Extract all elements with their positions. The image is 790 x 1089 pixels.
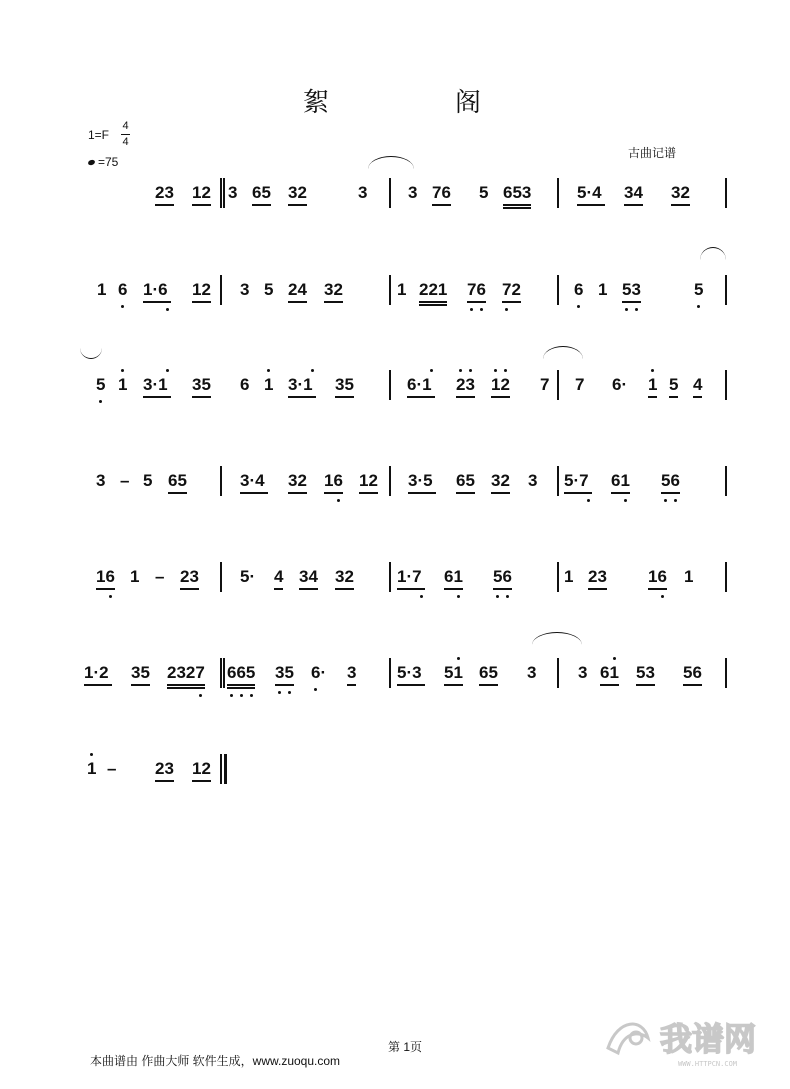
underline xyxy=(683,684,702,686)
note-group: 12 xyxy=(192,759,211,778)
underline xyxy=(408,492,436,494)
octave-dot xyxy=(230,694,233,697)
underline xyxy=(143,396,171,398)
octave-dot xyxy=(337,499,340,502)
note-group: 1·2 xyxy=(84,663,109,682)
underline xyxy=(359,492,378,494)
note-group: 1 xyxy=(598,280,608,299)
octave-dot xyxy=(457,595,460,598)
underline xyxy=(611,492,630,494)
watermark-text: 我谱网 xyxy=(660,1020,757,1058)
note-group: 1 xyxy=(87,759,97,778)
note-group: 6· xyxy=(612,375,628,394)
note-group: 35 xyxy=(335,375,354,394)
bar-line xyxy=(389,562,391,592)
bar-line xyxy=(725,658,727,688)
octave-dot xyxy=(469,369,472,372)
note-group: 32 xyxy=(671,183,690,202)
note-group: 3 xyxy=(358,183,368,202)
underline xyxy=(419,301,447,303)
underline xyxy=(636,684,655,686)
underline xyxy=(324,301,343,303)
underline xyxy=(347,684,356,686)
bar-line xyxy=(725,562,727,592)
note-group: 3 xyxy=(240,280,250,299)
underline xyxy=(288,204,307,206)
underline xyxy=(491,396,510,398)
notation-row xyxy=(0,564,790,604)
underline xyxy=(397,588,425,590)
notation-row xyxy=(0,277,790,317)
octave-dot xyxy=(496,595,499,598)
underline xyxy=(274,588,283,590)
note-group: 1 xyxy=(397,280,407,299)
underline xyxy=(180,588,199,590)
underline xyxy=(669,396,678,398)
octave-dot xyxy=(109,595,112,598)
note-group: 3 xyxy=(528,471,538,490)
octave-dot xyxy=(121,305,124,308)
slur-mark xyxy=(80,348,102,359)
note-group: 53 xyxy=(636,663,655,682)
note-group: 1 xyxy=(684,567,694,586)
note-group: 34 xyxy=(624,183,643,202)
underline xyxy=(503,204,531,206)
note-group: 4 xyxy=(693,375,703,394)
note-group: 23 xyxy=(155,759,174,778)
tempo-marking xyxy=(88,155,118,169)
underline xyxy=(693,396,702,398)
note-group: 32 xyxy=(491,471,510,490)
octave-dot xyxy=(267,369,270,372)
note-group: 32 xyxy=(335,567,354,586)
underline xyxy=(288,492,307,494)
octave-dot xyxy=(494,369,497,372)
note-group: 5 xyxy=(264,280,274,299)
page-number: 第 1页 xyxy=(388,1040,423,1054)
underline xyxy=(671,204,690,206)
octave-dot xyxy=(624,499,627,502)
note-group: 72 xyxy=(502,280,521,299)
note-group: 5·3 xyxy=(397,663,422,682)
note-group: 12 xyxy=(359,471,378,490)
underline xyxy=(407,396,435,398)
time-signature xyxy=(121,120,130,149)
note-group: 3 xyxy=(578,663,588,682)
note-group: 7 xyxy=(575,375,585,394)
note-group: 65 xyxy=(252,183,271,202)
note-group: 4 xyxy=(274,567,284,586)
bar-line xyxy=(557,466,559,496)
octave-dot xyxy=(278,691,281,694)
underline xyxy=(275,684,294,686)
bar-line xyxy=(389,178,391,208)
note-group: 56 xyxy=(661,471,680,490)
underline xyxy=(167,684,205,686)
note-group: 65 xyxy=(456,471,475,490)
note-group: – xyxy=(155,567,165,586)
slur-mark xyxy=(700,247,726,260)
underline xyxy=(155,780,174,782)
time-signature-top: 4 xyxy=(122,120,129,132)
note-group: 3·5 xyxy=(408,471,433,490)
notation-row xyxy=(0,372,790,412)
note-group: 76 xyxy=(432,183,451,202)
octave-dot xyxy=(470,308,473,311)
bar-line xyxy=(389,658,391,688)
octave-dot xyxy=(697,305,700,308)
note-group: – xyxy=(120,471,130,490)
bar-line xyxy=(725,466,727,496)
note-group: 3 xyxy=(527,663,537,682)
note-group: 56 xyxy=(493,567,512,586)
note-group: 5 xyxy=(143,471,153,490)
note-group: 35 xyxy=(131,663,150,682)
bar-line xyxy=(725,275,727,305)
underline xyxy=(648,396,657,398)
bar-line xyxy=(220,178,222,208)
octave-dot xyxy=(651,369,654,372)
underline xyxy=(192,204,211,206)
time-signature-line xyxy=(121,134,130,135)
note-group: 5·4 xyxy=(577,183,602,202)
note-group: 665 xyxy=(227,663,256,682)
note-group: 32 xyxy=(324,280,343,299)
key-signature: 1=F xyxy=(88,128,110,142)
notation-row xyxy=(0,180,790,220)
notation-row xyxy=(0,468,790,508)
bar-line xyxy=(557,178,559,208)
note-group: 16 xyxy=(324,471,343,490)
bar-line xyxy=(223,658,225,688)
notation-row xyxy=(0,660,790,700)
time-signature-bottom: 4 xyxy=(122,136,129,148)
underline xyxy=(467,301,486,303)
underline xyxy=(600,684,619,686)
note-group: 12 xyxy=(192,183,211,202)
underline xyxy=(419,304,447,306)
note-group: 5·7 xyxy=(564,471,589,490)
note-group: 16 xyxy=(648,567,667,586)
octave-dot xyxy=(613,657,616,660)
footer-credit: 本曲谱由 作曲大师 软件生成，www.zuoqu.com xyxy=(90,1054,341,1068)
bar-line xyxy=(389,275,391,305)
underline xyxy=(564,492,592,494)
octave-dot xyxy=(166,369,169,372)
note-group: 6·1 xyxy=(407,375,432,394)
note-group: 5· xyxy=(240,567,256,586)
note-group: 1 xyxy=(564,567,574,586)
note-group: 6· xyxy=(311,663,327,682)
bar-line xyxy=(224,754,227,784)
note-group: 1 xyxy=(118,375,128,394)
note-group: 1 xyxy=(648,375,658,394)
bar-line xyxy=(223,178,225,208)
underline xyxy=(131,684,150,686)
underline xyxy=(577,204,605,206)
bar-line xyxy=(557,658,559,688)
underline xyxy=(192,301,211,303)
underline xyxy=(252,204,271,206)
note-group: 56 xyxy=(683,663,702,682)
octave-dot xyxy=(664,499,667,502)
octave-dot xyxy=(459,369,462,372)
octave-dot xyxy=(420,595,423,598)
note-group: 23 xyxy=(588,567,607,586)
note-group: 3 xyxy=(96,471,106,490)
note-group: – xyxy=(107,759,117,778)
underline xyxy=(155,204,174,206)
note-group: 6 xyxy=(240,375,250,394)
watermark-logo xyxy=(598,1008,770,1070)
note-group: 2327 xyxy=(167,663,205,682)
underline xyxy=(479,684,498,686)
underline xyxy=(143,301,171,303)
underline xyxy=(503,207,531,209)
note-group: 32 xyxy=(288,471,307,490)
octave-dot xyxy=(505,308,508,311)
underline xyxy=(648,588,667,590)
octave-dot xyxy=(625,308,628,311)
octave-dot xyxy=(480,308,483,311)
note-group: 61 xyxy=(444,567,463,586)
svg-text:WWW.HTTPCN.COM: WWW.HTTPCN.COM xyxy=(678,1060,738,1068)
note-group: 35 xyxy=(275,663,294,682)
note-group: 32 xyxy=(288,183,307,202)
underline xyxy=(622,301,641,303)
note-group: 3·1 xyxy=(288,375,313,394)
octave-dot xyxy=(288,691,291,694)
underline xyxy=(192,780,211,782)
tempo-value: =75 xyxy=(98,155,119,169)
underline xyxy=(192,396,211,398)
octave-dot xyxy=(166,308,169,311)
note-group: 3 xyxy=(228,183,238,202)
underline xyxy=(240,492,268,494)
note-group: 1·6 xyxy=(143,280,168,299)
underline xyxy=(432,204,451,206)
octave-dot xyxy=(240,694,243,697)
underline xyxy=(288,301,307,303)
title-char-2: 阁 xyxy=(455,88,484,118)
underline xyxy=(168,492,187,494)
note-group: 7 xyxy=(540,375,550,394)
note-group: 65 xyxy=(479,663,498,682)
note-group: 6 xyxy=(574,280,584,299)
octave-dot xyxy=(504,369,507,372)
bar-line xyxy=(220,466,222,496)
note-group: 12 xyxy=(491,375,510,394)
half-note-icon xyxy=(87,159,95,166)
octave-dot xyxy=(430,369,433,372)
note-group: 1·7 xyxy=(397,567,422,586)
underline xyxy=(444,588,463,590)
octave-dot xyxy=(99,400,102,403)
underline xyxy=(456,492,475,494)
underline xyxy=(335,396,354,398)
notation-row xyxy=(0,756,790,796)
slur-mark xyxy=(532,632,582,645)
composer-note: 古曲记谱 xyxy=(628,146,677,160)
note-group: 1 xyxy=(264,375,274,394)
note-group: 24 xyxy=(288,280,307,299)
octave-dot xyxy=(661,595,664,598)
octave-dot xyxy=(90,753,93,756)
bar-line xyxy=(725,370,727,400)
underline xyxy=(288,396,316,398)
underline xyxy=(96,588,115,590)
underline xyxy=(493,588,512,590)
note-group: 12 xyxy=(192,280,211,299)
underline xyxy=(456,396,475,398)
note-group: 35 xyxy=(192,375,211,394)
note-group: 5 xyxy=(479,183,489,202)
slur-mark xyxy=(368,156,414,169)
note-group: 653 xyxy=(503,183,532,202)
octave-dot xyxy=(121,369,124,372)
octave-dot xyxy=(674,499,677,502)
note-group: 23 xyxy=(155,183,174,202)
octave-dot xyxy=(314,688,317,691)
bar-line xyxy=(557,370,559,400)
note-group: 5 xyxy=(96,375,106,394)
underline xyxy=(167,687,205,689)
note-group: 5 xyxy=(669,375,679,394)
underline xyxy=(227,684,255,686)
underline xyxy=(444,684,463,686)
title-char-1: 絮 xyxy=(303,88,332,118)
note-group: 51 xyxy=(444,663,463,682)
note-group: 61 xyxy=(611,471,630,490)
note-group: 34 xyxy=(299,567,318,586)
octave-dot xyxy=(577,305,580,308)
note-group: 6 xyxy=(118,280,128,299)
note-group: 3 xyxy=(347,663,357,682)
bar-line xyxy=(725,178,727,208)
bar-line xyxy=(220,275,222,305)
octave-dot xyxy=(635,308,638,311)
note-group: 53 xyxy=(622,280,641,299)
note-group: 16 xyxy=(96,567,115,586)
bar-line xyxy=(557,562,559,592)
note-group: 76 xyxy=(467,280,486,299)
underline xyxy=(588,588,607,590)
underline xyxy=(335,588,354,590)
slur-mark xyxy=(543,346,583,359)
underline xyxy=(299,588,318,590)
bar-line xyxy=(389,466,391,496)
note-group: 3·1 xyxy=(143,375,168,394)
underline xyxy=(661,492,680,494)
note-group: 221 xyxy=(419,280,448,299)
note-group: 3·4 xyxy=(240,471,265,490)
octave-dot xyxy=(587,499,590,502)
octave-dot xyxy=(506,595,509,598)
bar-line xyxy=(220,658,222,688)
note-group: 65 xyxy=(168,471,187,490)
note-group: 61 xyxy=(600,663,619,682)
underline xyxy=(84,684,112,686)
bar-line xyxy=(220,754,222,784)
note-group: 23 xyxy=(180,567,199,586)
note-group: 3 xyxy=(408,183,418,202)
underline xyxy=(227,687,255,689)
octave-dot xyxy=(250,694,253,697)
underline xyxy=(324,492,343,494)
bar-line xyxy=(220,562,222,592)
underline xyxy=(397,684,425,686)
octave-dot xyxy=(311,369,314,372)
bar-line xyxy=(389,370,391,400)
note-group: 1 xyxy=(130,567,140,586)
note-group: 5 xyxy=(694,280,704,299)
bar-line xyxy=(557,275,559,305)
underline xyxy=(491,492,510,494)
note-group: 1 xyxy=(97,280,107,299)
underline xyxy=(624,204,643,206)
note-group: 23 xyxy=(456,375,475,394)
octave-dot xyxy=(457,657,460,660)
underline xyxy=(502,301,521,303)
